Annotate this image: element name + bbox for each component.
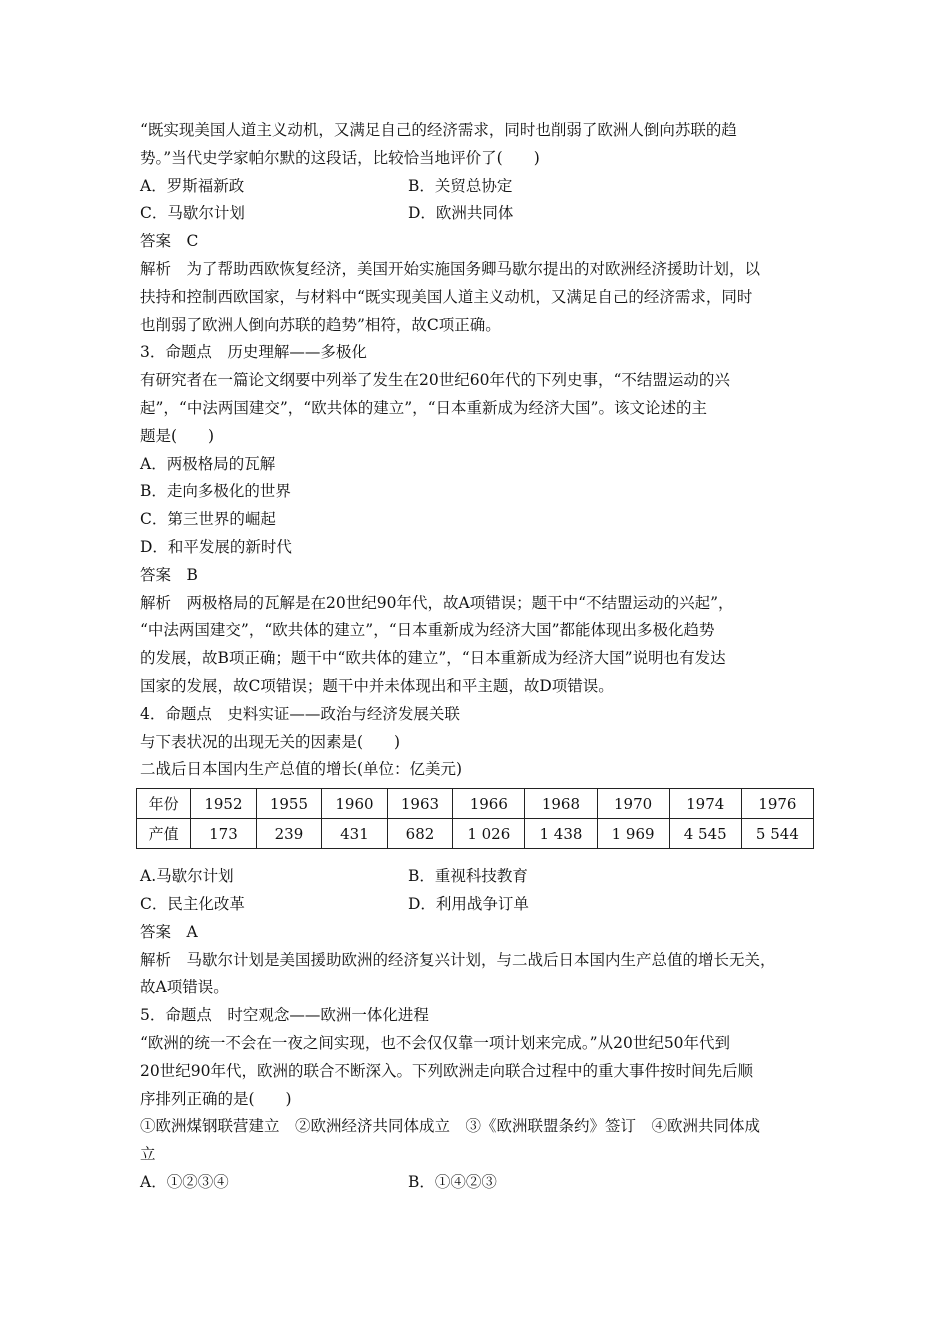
table-cell: 产值 bbox=[137, 819, 191, 849]
q3-option-d: D．和平发展的新时代 bbox=[140, 537, 292, 556]
q2-stem-line1: “既实现美国人道主义动机，又满足自己的经济需求，同时也削弱了欧洲人倒向苏联的趋 bbox=[140, 121, 737, 139]
q3-stem-line1: 有研究者在一篇论文纲要中列举了发生在20世纪60年代的下列史事，“不结盟运动的兴 bbox=[140, 371, 730, 390]
q4-option-b: B．重视科技教育 bbox=[408, 867, 528, 886]
q3-stem-line2: 起”，“中法两国建交”，“欧共体的建立”，“日本重新成为经济大国”。该文论述的主 bbox=[140, 398, 707, 417]
q4-analysis-line1: 解析 马歇尔计划是美国援助欧洲的经济复兴计划，与二战后日本国内生产总值的增长无关， bbox=[140, 950, 776, 969]
q2-option-b: B．关贸总协定 bbox=[408, 176, 513, 195]
table-cell: 1968 bbox=[525, 789, 597, 819]
q3-stem-line3: 题是( ) bbox=[140, 426, 215, 445]
q2-stem-line2: 势。”当代史学家帕尔默的这段话，比较恰当地评价了( ) bbox=[140, 148, 540, 167]
q3-option-c: C．第三世界的崛起 bbox=[140, 510, 276, 529]
table-cell: 239 bbox=[256, 819, 322, 849]
q3-option-a: A．两极格局的瓦解 bbox=[140, 454, 276, 473]
table-cell: 1 438 bbox=[525, 819, 597, 849]
q3-analysis-line1: 解析 两极格局的瓦解是在20世纪90年代，故A项错误；题干中“不结盟运动的兴起”， bbox=[140, 593, 734, 612]
q5-option-a: A．①②③④ bbox=[140, 1172, 229, 1191]
q3-analysis-line2: “中法两国建交”，“欧共体的建立”，“日本重新成为经济大国”都能体现出多极化趋势 bbox=[140, 621, 715, 640]
table-row bbox=[137, 789, 814, 819]
q5-options-row1 bbox=[140, 1169, 820, 1197]
table-row bbox=[137, 819, 814, 849]
q5-stem-line1: “欧洲的统一不会在一夜之间实现，也不会仅仅靠一项计划来完成。”从20世纪50年代到 bbox=[140, 1033, 731, 1052]
q4-options-row2 bbox=[140, 891, 820, 919]
table-cell: 1963 bbox=[387, 789, 453, 819]
q4-option-d: D．利用战争订单 bbox=[408, 894, 529, 913]
table-cell: 年份 bbox=[137, 789, 191, 819]
q2-answer: 答案 C bbox=[140, 232, 199, 251]
table-cell: 1 026 bbox=[453, 819, 525, 849]
table-cell: 1955 bbox=[256, 789, 322, 819]
gdp-table bbox=[136, 788, 814, 849]
table-cell: 1974 bbox=[669, 789, 741, 819]
table-cell: 1976 bbox=[741, 789, 813, 819]
q4-table-title: 二战后日本国内生产总值的增长(单位：亿美元) bbox=[140, 760, 463, 779]
q5-items-line1: ①欧洲煤钢联营建立 ②欧洲经济共同体成立 ③《欧洲联盟条约》签订 ④欧洲共同体成 bbox=[140, 1117, 761, 1136]
document-page bbox=[140, 117, 820, 1197]
q2-options-row2 bbox=[140, 200, 820, 228]
q4-answer: 答案 A bbox=[140, 922, 198, 941]
q4-heading: 4．命题点 史料实证——政治与经济发展关联 bbox=[140, 704, 460, 723]
q5-items-line2: 立 bbox=[140, 1145, 156, 1164]
table-cell: 173 bbox=[191, 819, 257, 849]
q3-analysis-line3: 的发展，故B项正确；题干中“欧共体的建立”，“日本重新成为经济大国”说明也有发达 bbox=[140, 649, 726, 668]
q3-option-b: B．走向多极化的世界 bbox=[140, 482, 291, 501]
table-cell: 4 545 bbox=[669, 819, 741, 849]
table-cell: 5 544 bbox=[741, 819, 813, 849]
table-cell: 1 969 bbox=[597, 819, 669, 849]
q5-stem-line3: 序排列正确的是( ) bbox=[140, 1089, 292, 1108]
q2-analysis-line2: 扶持和控制西欧国家，与材料中“既实现美国人道主义动机，又满足自己的经济需求，同时 bbox=[140, 287, 753, 306]
q2-analysis-line1: 解析 为了帮助西欧恢复经济，美国开始实施国务卿马歇尔提出的对欧洲经济援助计划，以 bbox=[140, 259, 761, 278]
q4-option-c: C．民主化改革 bbox=[140, 894, 245, 913]
q2-option-c: C．马歇尔计划 bbox=[140, 204, 245, 223]
q4-option-a: A.马歇尔计划 bbox=[140, 867, 234, 886]
table-cell: 1960 bbox=[322, 789, 388, 819]
q4-options-row1 bbox=[140, 863, 820, 891]
q2-option-a: A．罗斯福新政 bbox=[140, 176, 245, 195]
q2-analysis-line3: 也削弱了欧洲人倒向苏联的趋势”相符，故C项正确。 bbox=[140, 315, 501, 334]
table-cell: 1966 bbox=[453, 789, 525, 819]
q3-answer: 答案 B bbox=[140, 565, 198, 584]
q3-heading: 3．命题点 历史理解——多极化 bbox=[140, 343, 367, 362]
q5-stem-line2: 20世纪90年代，欧洲的联合不断深入。下列欧洲走向联合过程中的重大事件按时间先后顺 bbox=[140, 1061, 753, 1080]
q4-stem: 与下表状况的出现无关的因素是( ) bbox=[140, 732, 401, 751]
table-cell: 1952 bbox=[191, 789, 257, 819]
q4-analysis-line2: 故A项错误。 bbox=[140, 978, 229, 997]
q5-option-b: B．①④②③ bbox=[408, 1172, 497, 1191]
table-cell: 431 bbox=[322, 819, 388, 849]
q3-analysis-line4: 国家的发展，故C项错误；题干中并未体现出和平主题，故D项错误。 bbox=[140, 676, 614, 695]
q2-option-d: D．欧洲共同体 bbox=[408, 204, 514, 223]
q2-options-row1 bbox=[140, 173, 820, 201]
table-cell: 1970 bbox=[597, 789, 669, 819]
q5-heading: 5．命题点 时空观念——欧洲一体化进程 bbox=[140, 1006, 429, 1025]
table-cell: 682 bbox=[387, 819, 453, 849]
